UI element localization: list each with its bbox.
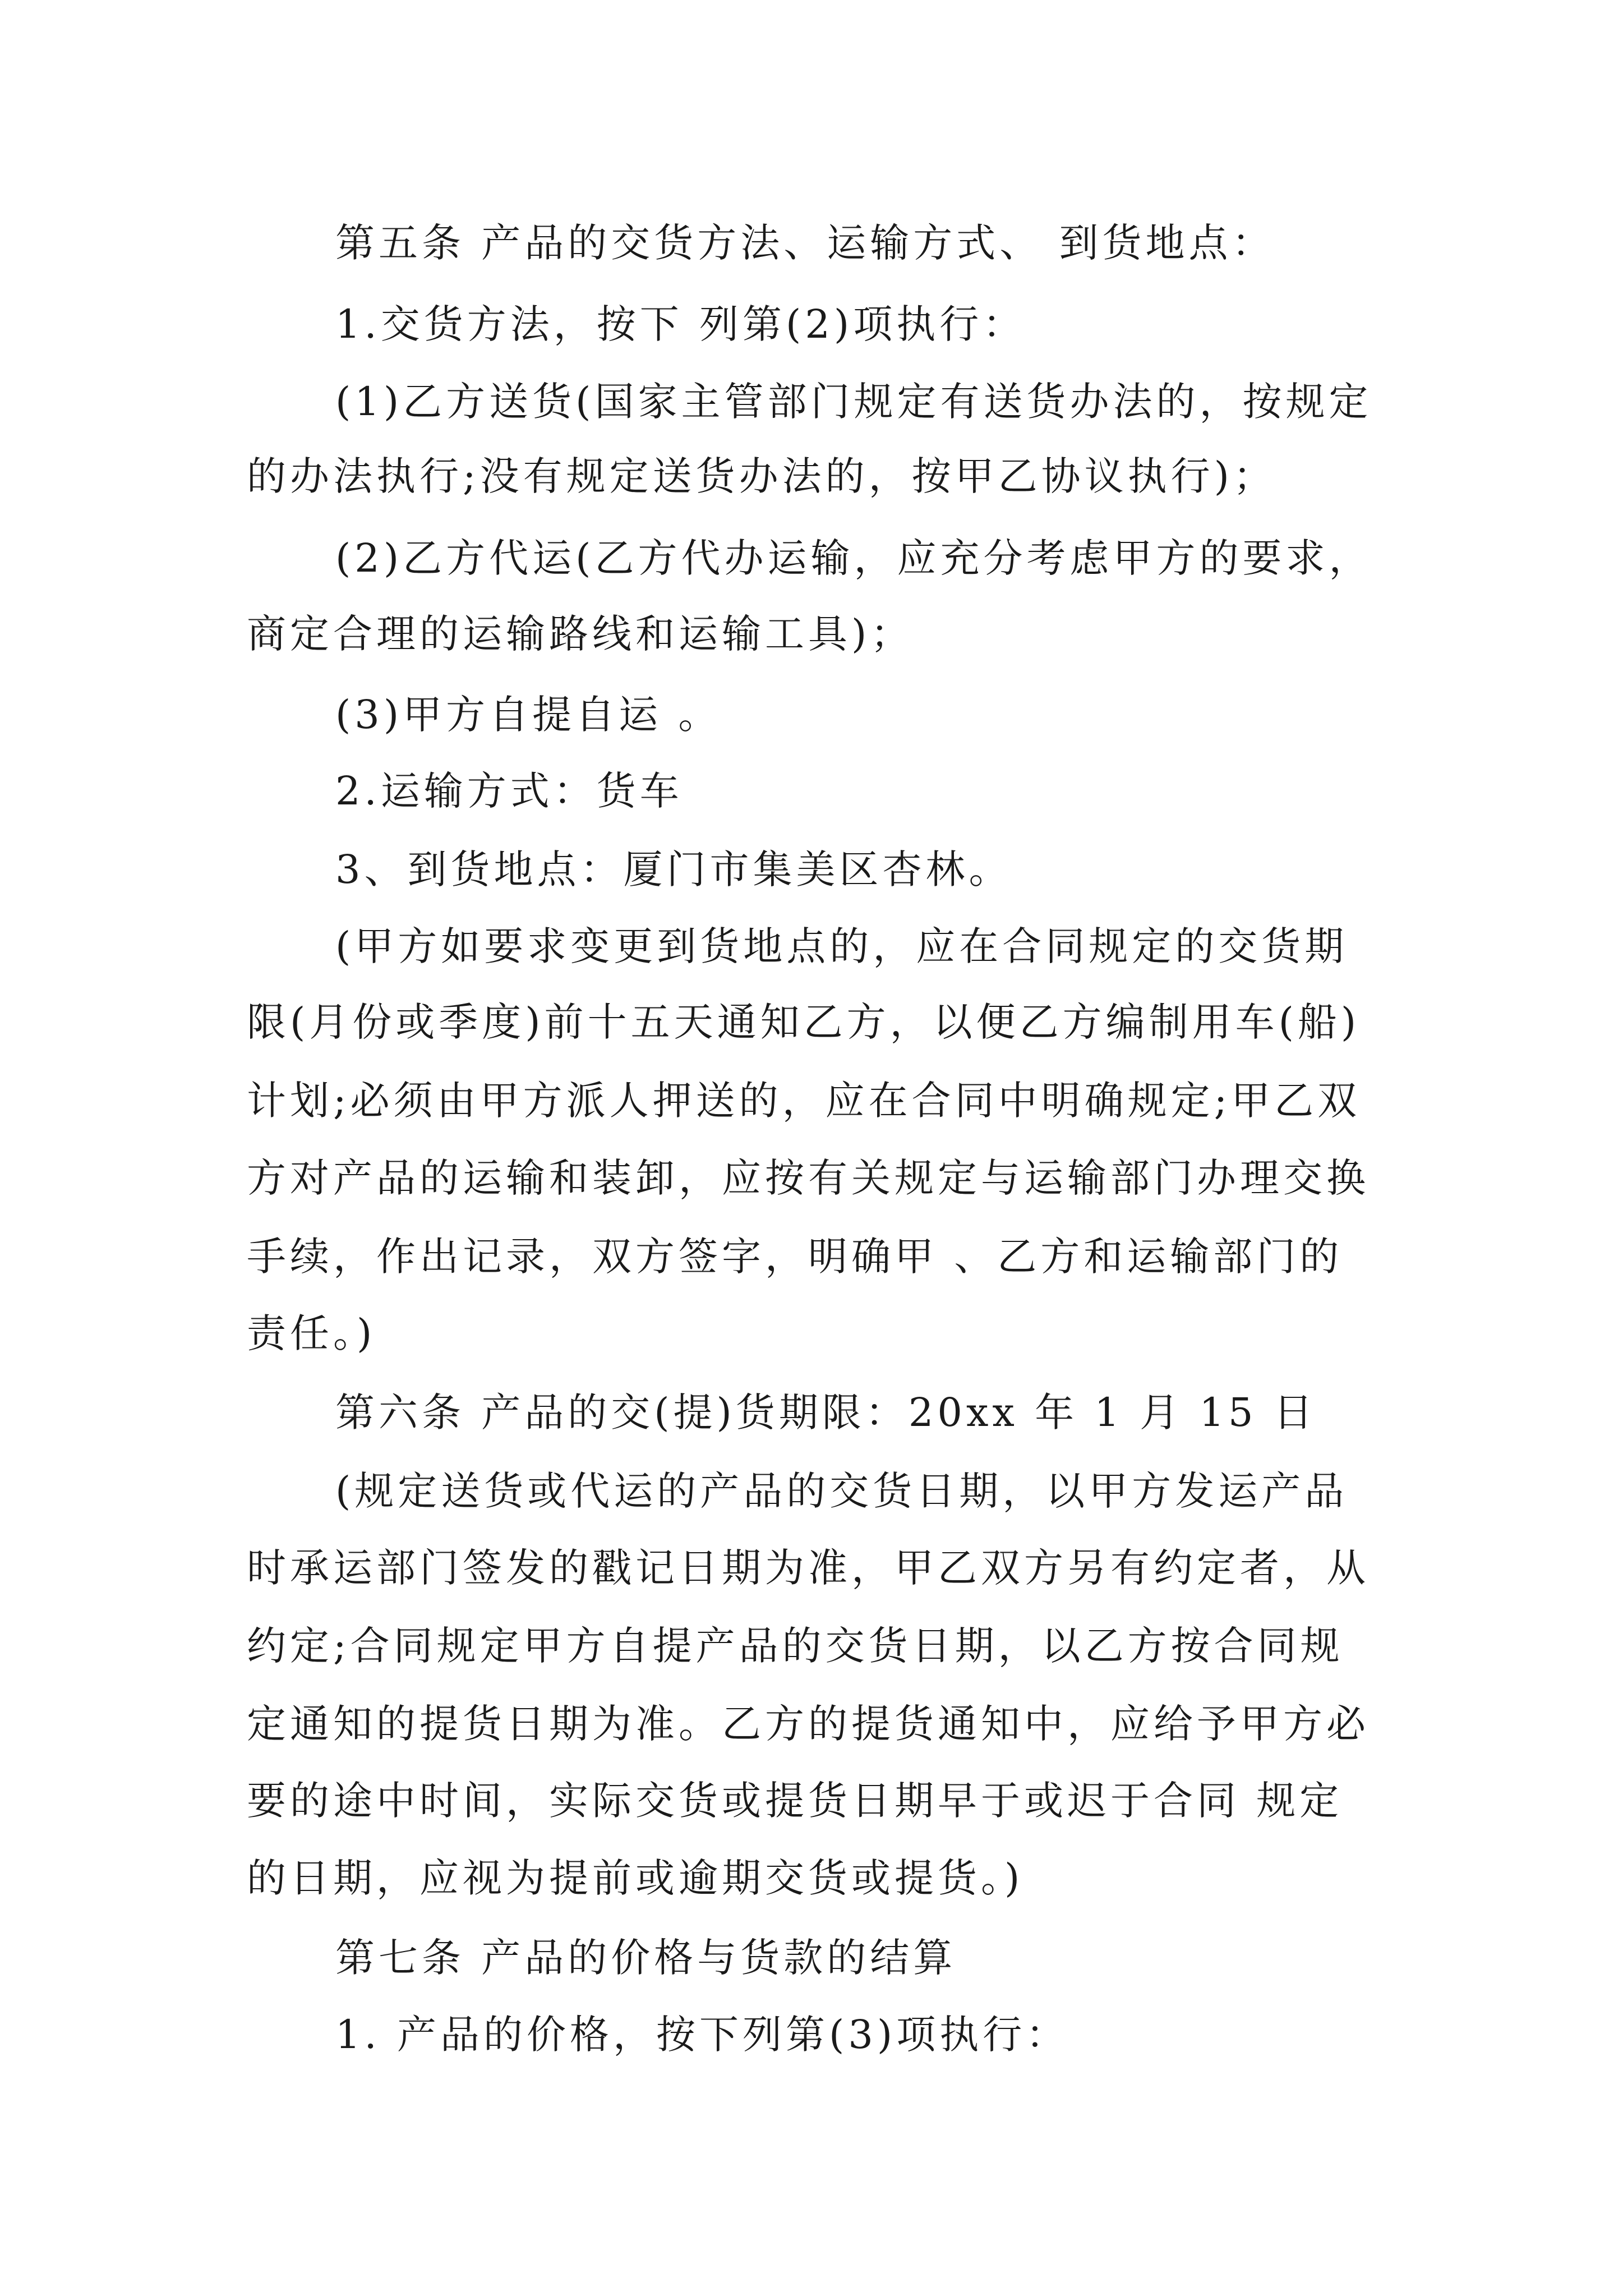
article-7-heading: 第七条 产品的价格与货款的结算: [335, 1935, 957, 1981]
delivery-method-item: 1.交货方法，按下 列第(2)项执行：: [335, 301, 1026, 347]
option-3-line: (3)甲方自提自运 。: [335, 692, 722, 738]
price-item: 1. 产品的价格，按下列第(3)项执行：: [335, 2012, 1069, 2058]
article-6-note-line-5: 要的途中时间，实际交货或提货日期早于或迟于合同 规定: [247, 1778, 1343, 1824]
article-6-note-line-6: 的日期，应视为提前或逾期交货或提货。): [247, 1855, 1024, 1901]
article-6-note-line-1: (规定送货或代运的产品的交货日期，以甲方发运产品: [335, 1468, 1348, 1514]
destination-note-line-5: 手续，作出记录，双方签字，明确甲 、乙方和运输部门的: [247, 1234, 1343, 1280]
destination-note-line-1: (甲方如要求变更到货地点的，应在合同规定的交货期: [335, 923, 1348, 969]
option-2-line-2: 商定合理的运输路线和运输工具)；: [247, 611, 914, 657]
article-5-heading: 第五条 产品的交货方法、运输方式、 到货地点：: [335, 220, 1275, 266]
destination-note-line-6: 责任。): [247, 1310, 376, 1356]
option-1-line-2: 的办法执行;没有规定送货办法的，按甲乙协议执行)；: [247, 453, 1276, 499]
article-6-note-line-4: 定通知的提货日期为准。乙方的提货通知中，应给予甲方必: [247, 1701, 1370, 1747]
article-6-note-line-3: 约定;合同规定甲方自提产品的交货日期，以乙方按合同规: [247, 1623, 1344, 1669]
transport-mode-item: 2.运输方式：货车: [335, 768, 683, 814]
destination-note-line-3: 计划;必须由甲方派人押送的，应在合同中明确规定;甲乙双: [247, 1078, 1361, 1124]
option-2-line-1: (2)乙方代运(乙方代办运输，应充分考虑甲方的要求，: [335, 535, 1372, 581]
article-6-heading: 第六条 产品的交(提)货期限：20xx 年 1 月 15 日: [335, 1389, 1317, 1435]
destination-note-line-4: 方对产品的运输和装卸，应按有关规定与运输部门办理交换: [247, 1155, 1370, 1201]
destination-item: 3、到货地点：厦门市集美区杏林。: [335, 846, 1012, 892]
article-6-note-line-2: 时承运部门签发的戳记日期为准，甲乙双方另有约定者，从: [247, 1545, 1370, 1591]
option-1-line-1: (1)乙方送货(国家主管部门规定有送货办法的，按规定: [335, 379, 1372, 425]
destination-note-line-2: 限(月份或季度)前十五天通知乙方，以便乙方编制用车(船): [247, 999, 1361, 1045]
